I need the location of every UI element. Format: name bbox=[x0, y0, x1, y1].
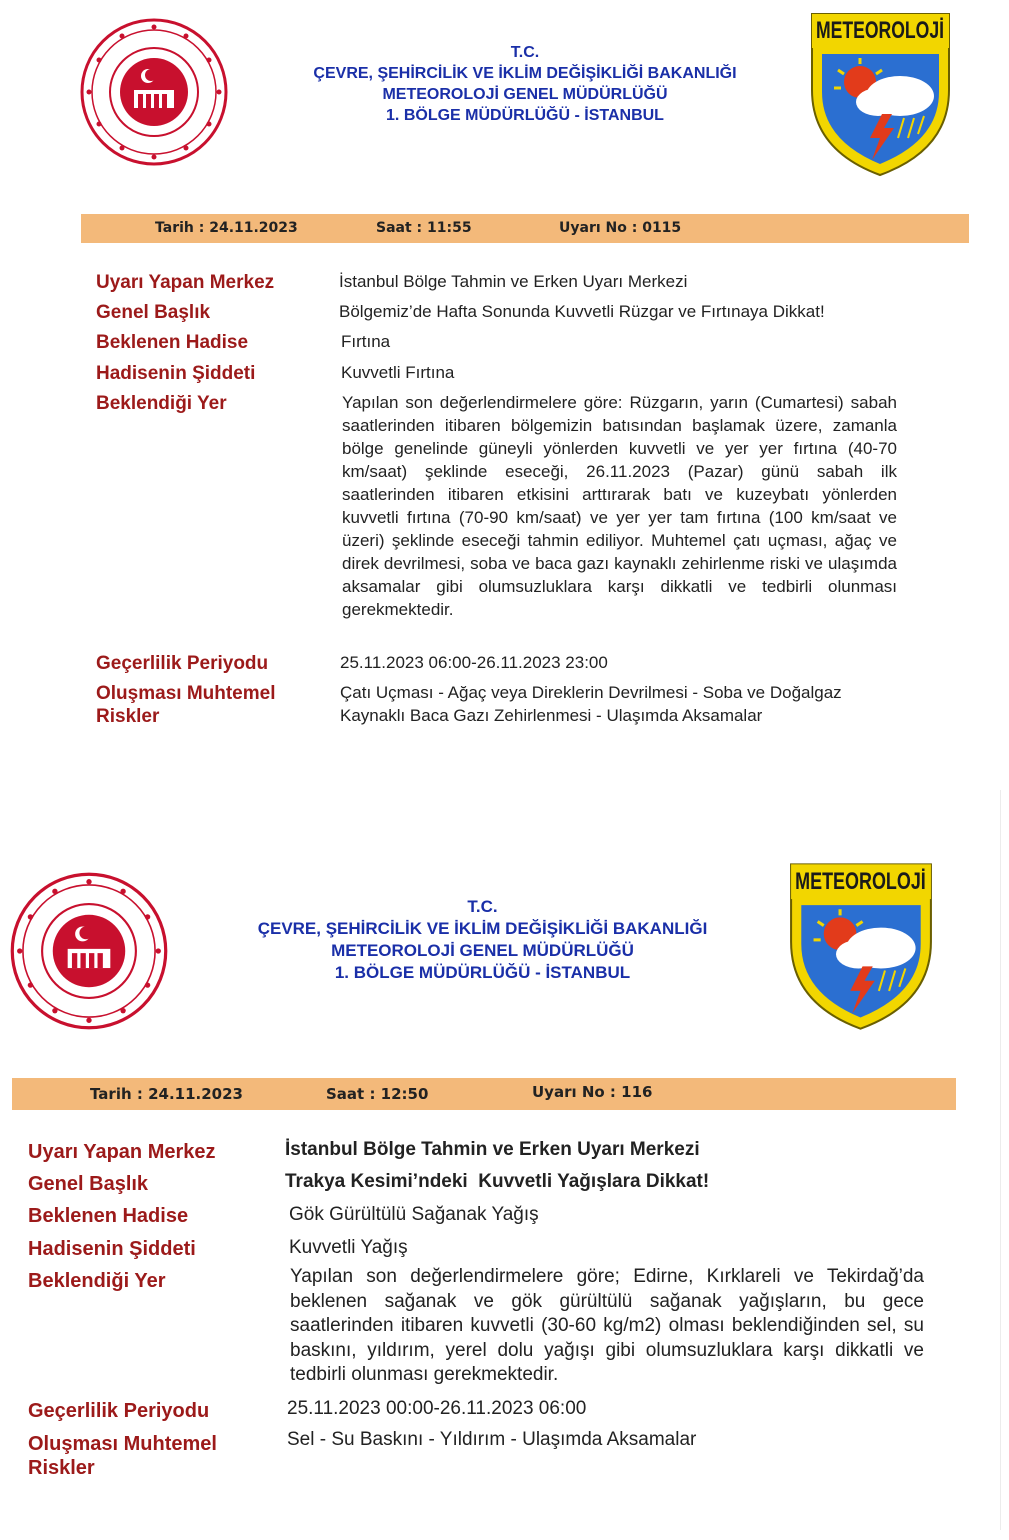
center-value: İstanbul Bölge Tahmin ve Erken Uyarı Merkezi bbox=[285, 1139, 700, 1160]
header-line-4: 1. BÖLGE MÜDÜRLÜĞÜ - İSTANBUL bbox=[334, 963, 631, 982]
risks-label: Oluşması Muhtemel Riskler bbox=[28, 1433, 217, 1479]
event-value: Fırtına bbox=[341, 332, 391, 351]
meteoroloji-logo-icon bbox=[787, 860, 935, 1032]
ministry-seal-icon bbox=[78, 16, 230, 168]
location-value: Yapılan son değerlendirmelere göre; Edirne, Kırklareli ve Tekirdağ’da beklenen sağanak ve gök gürültülü sağanak yağışların, bu gece saatlerinden itibaren kuvvetli (30-60 kg/m2) olması beklendiğinden sel, su baskını, yıldırım, yerel dolu yağışı gibi olumsuzluklara karşı dikkatli ve tedbirli olunması gerekmektedir. bbox=[290, 1266, 924, 1385]
period-label: Geçerlilik Periyodu bbox=[28, 1400, 210, 1422]
event-label: Beklenen Hadise bbox=[28, 1205, 189, 1227]
header-line-2: ÇEVRE, ŞEHİRCİLİK VE İKLİM DEĞİŞİKLİĞİ BAKANLIĞI bbox=[257, 919, 708, 938]
meteoroloji-logo-icon bbox=[808, 10, 953, 178]
risks-value: Çatı Uçması - Ağaç veya Direklerin Devrilmesi - Soba ve Doğalgaz Kaynaklı Baca Gazı Zehirlenmesi - Ulaşımda Aksamalar bbox=[340, 683, 842, 725]
date-label: Tarih : 24.11.2023 bbox=[90, 1085, 243, 1103]
title-value: Trakya Kesimi’ndeki Kuvvetli Yağışlara Dikkat! bbox=[285, 1171, 710, 1192]
header-line-1: T.C. bbox=[467, 897, 498, 916]
header-line-3: METEOROLOJİ GENEL MÜDÜRLÜĞÜ bbox=[331, 941, 634, 960]
info-bar bbox=[12, 1078, 956, 1110]
severity-label: Hadisenin Şiddeti bbox=[28, 1238, 196, 1260]
time-label: Saat : 12:50 bbox=[326, 1085, 429, 1103]
warning-number: Uyarı No : 116 bbox=[532, 1083, 653, 1101]
ministry-seal-icon bbox=[8, 870, 170, 1032]
center-value: İstanbul Bölge Tahmin ve Erken Uyarı Merkezi bbox=[339, 272, 688, 291]
time-label: Saat : 11:55 bbox=[376, 220, 472, 236]
date-label: Tarih : 24.11.2023 bbox=[155, 220, 298, 236]
risks-label: Oluşması Muhtemel Riskler bbox=[96, 683, 276, 727]
period-label: Geçerlilik Periyodu bbox=[96, 653, 269, 674]
warning-document-2 bbox=[0, 780, 1009, 1540]
event-value: Gök Gürültülü Sağanak Yağış bbox=[289, 1204, 539, 1225]
period-value: 25.11.2023 06:00-26.11.2023 23:00 bbox=[340, 653, 608, 672]
location-value: Yapılan son değerlendirmelere göre: Rüzgarın, yarın (Cumartesi) sabah saatlerinden itibaren bölgemizin batısından başlamak üzere, zamanla bölge genelinde güneyli yönlerden kuvvetli ve yer yer fırtına (40-70 km/saat) şeklinde eseceği, 26.11.2023 (Pazar) günü sabah ilk saatlerinden itibaren etkisini arttırarak batı ve kuzeybatı yönlerden kuvvetli fırtına (70-90 km/saat) ve yer yer tam fırtına (100 km/saat ve üzeri) şeklinde eseceği tahmin ediliyor. Muhtemel çatı uçması, ağaç ve direk devrilmesi, soba ve baca gazı kaynaklı zehirlenme riski ve ulaşımda aksamalar gibi olumsuzluklara karşı dikkatli ve tedbirli olunması gerekmektedir. bbox=[342, 393, 897, 619]
document-header bbox=[280, 42, 770, 126]
info-bar bbox=[81, 214, 969, 243]
header-line-3: METEOROLOJİ GENEL MÜDÜRLÜĞÜ bbox=[382, 86, 668, 103]
header-line-1: T.C. bbox=[510, 44, 540, 61]
warning-number: Uyarı No : 0115 bbox=[559, 220, 682, 236]
severity-value: Kuvvetli Yağış bbox=[289, 1237, 408, 1258]
logo-text: METEOROLOJİ bbox=[795, 867, 926, 895]
risks-value: Sel - Su Baskını - Yıldırım - Ulaşımda Aksamalar bbox=[287, 1429, 697, 1450]
location-label: Beklendiği Yer bbox=[28, 1270, 166, 1292]
severity-label: Hadisenin Şiddeti bbox=[96, 363, 256, 384]
center-label: Uyarı Yapan Merkez bbox=[28, 1141, 216, 1163]
document-header bbox=[225, 896, 740, 984]
location-label: Beklendiği Yer bbox=[96, 393, 227, 414]
title-label: Genel Başlık bbox=[96, 302, 211, 323]
severity-value: Kuvvetli Fırtına bbox=[341, 363, 455, 382]
logo-text: METEOROLOJİ bbox=[816, 17, 944, 44]
title-value: Bölgemiz’de Hafta Sonunda Kuvvetli Rüzgar ve Fırtınaya Dikkat! bbox=[339, 302, 825, 321]
event-label: Beklenen Hadise bbox=[96, 332, 249, 353]
header-line-2: ÇEVRE, ŞEHİRCİLİK VE İKLİM DEĞİŞİKLİĞİ BAKANLIĞI bbox=[313, 65, 737, 82]
period-value: 25.11.2023 00:00-26.11.2023 06:00 bbox=[287, 1398, 587, 1419]
title-label: Genel Başlık bbox=[28, 1173, 149, 1195]
center-label: Uyarı Yapan Merkez bbox=[96, 272, 275, 293]
header-line-4: 1. BÖLGE MÜDÜRLÜĞÜ - İSTANBUL bbox=[386, 107, 664, 124]
